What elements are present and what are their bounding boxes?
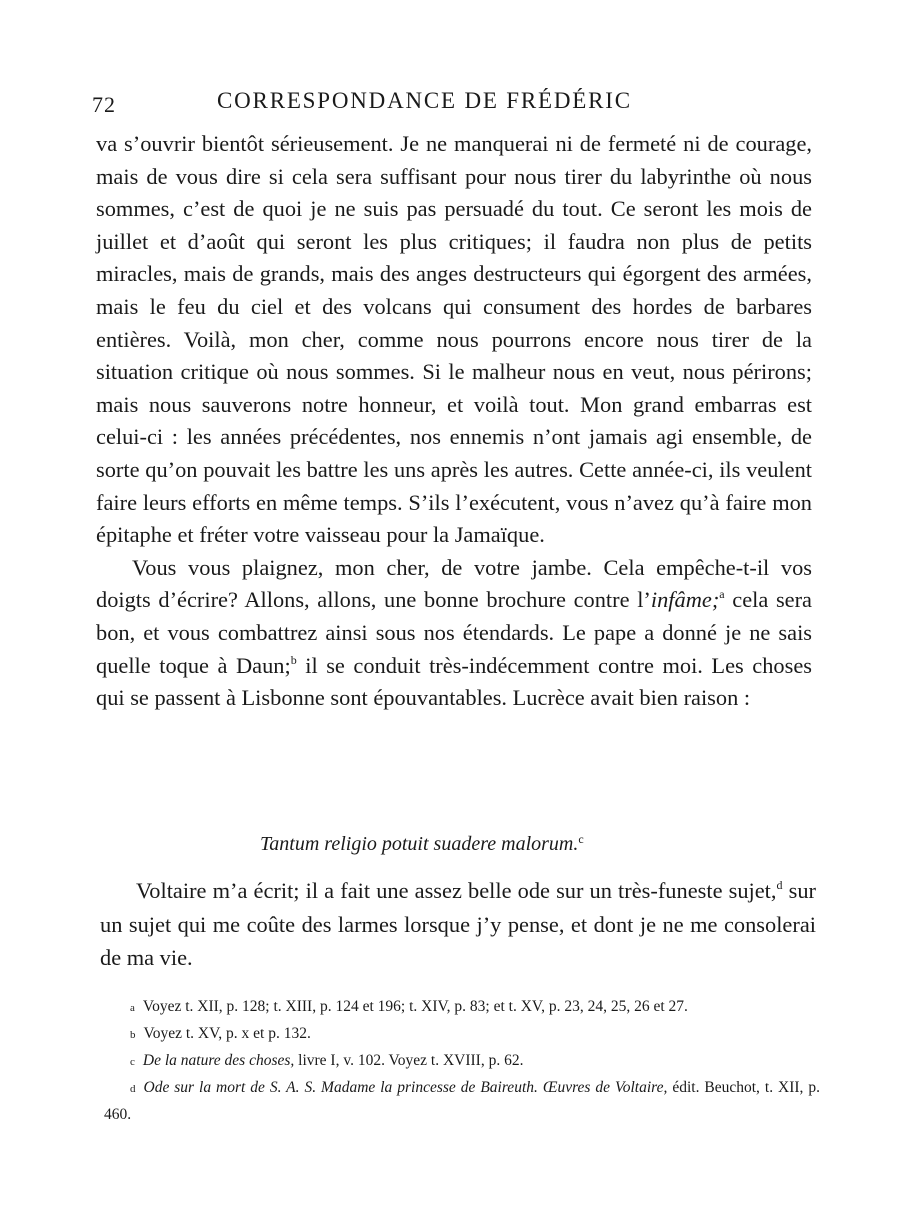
footnote-ref-b: b [290, 652, 297, 667]
footnote-ref-a: a [719, 587, 725, 602]
paragraph-2-italic: infâme; [650, 587, 720, 613]
paragraph-2-part-2: cela sera bon, et vous combattrez ainsi sous nos étendards. Le pape a donné je ne sais quelle toque à Daun; [96, 587, 812, 678]
footnote-italic-title: Ode sur la mort de S. A. S. Madame la princesse de Baireuth. Œuvres de Voltaire, [143, 1079, 668, 1096]
footnote-d [104, 1075, 820, 1127]
footnote-marker: b [130, 1029, 136, 1041]
footnote-text: édit. Beuchot, t. XII, p. 460. [104, 1079, 820, 1123]
footnote-c [104, 1048, 820, 1075]
letter-closing [100, 874, 816, 975]
paragraph-3-part-2: sur un sujet qui me coûte des larmes lorsque j’y pense, et dont je ne me consolerai de ma vie. [100, 878, 816, 970]
footnote-italic-title: De la nature des choses, [142, 1052, 295, 1069]
quotation-text: Tantum religio potuit suadere malorum. [260, 833, 579, 855]
footnote-a [104, 994, 820, 1021]
footnote-marker: c [130, 1056, 135, 1068]
footnote-b [104, 1021, 820, 1048]
footnote-text: Voyez t. XV, p. x et p. 132. [143, 1025, 311, 1042]
footnote-ref-c: c [578, 832, 584, 846]
latin-quotation [260, 832, 584, 856]
paragraph-2-part-1: Vous vous plaignez, mon cher, de votre jambe. Cela empêche-t-il vos doigts d’écrire? Allons, allons, une bonne brochure contre l’ [96, 554, 812, 613]
paragraph-2-part-3: il se conduit très-indécemment contre moi. Les choses qui se passent à Lisbonne sont épouvantables. Lucrèce avait bien raison : [96, 652, 812, 711]
footnote-text: livre I, v. 102. Voyez t. XVIII, p. 62. [294, 1052, 524, 1069]
letter-body [96, 128, 812, 715]
page-header [92, 88, 810, 122]
page-number: 72 [92, 92, 116, 117]
running-title: CORRESPONDANCE DE FRÉDÉRIC [217, 88, 632, 113]
footnote-text: Voyez t. XII, p. 128; t. XIII, p. 124 et 196; t. XIV, p. 83; et t. XV, p. 23, 24, 25, 26 et 27. [142, 998, 688, 1015]
paragraph-1: va s’ouvrir bientôt sérieusement. Je ne manquerai ni de fermeté ni de courage, mais de vous dire si cela sera suffisant pour nous tirer du labyrinthe où nous sommes, c’est de quoi je ne suis pas persuadé du tout. Ce seront les mois de juillet et d’août qui seront les plus critiques; il faudra non plus de petits miracles, mais de grands, mais des anges destructeurs qui égorgent des armées, mais le feu du ciel et des volcans qui consument des hordes de barbares entières. Voilà, mon cher, comme nous pourrons encore nous tirer de la situation critique où nous sommes. Si le malheur nous en veut, nous périrons; mais nous sauverons notre honneur, et voilà tout. Mon grand embarras est celui-ci : les années précédentes, nos ennemis n’ont jamais agi ensemble, de sorte qu’on pouvait les battre les uns après les autres. Cette année-ci, ils veulent faire leurs efforts en même temps. S’ils l’exécutent, vous n’avez qu’à faire mon épitaphe et fréter votre vaisseau pour la Jamaïque. [96, 131, 812, 548]
footnotes [104, 994, 820, 1127]
paragraph-3-part-1: Voltaire m’a écrit; il a fait une assez belle ode sur un très-funeste sujet, [136, 878, 777, 903]
footnote-ref-d: d [776, 878, 783, 892]
footnote-marker: d [130, 1083, 136, 1095]
paragraph-3 [100, 874, 816, 975]
paragraph-2 [96, 552, 812, 715]
footnote-marker: a [130, 1002, 135, 1014]
